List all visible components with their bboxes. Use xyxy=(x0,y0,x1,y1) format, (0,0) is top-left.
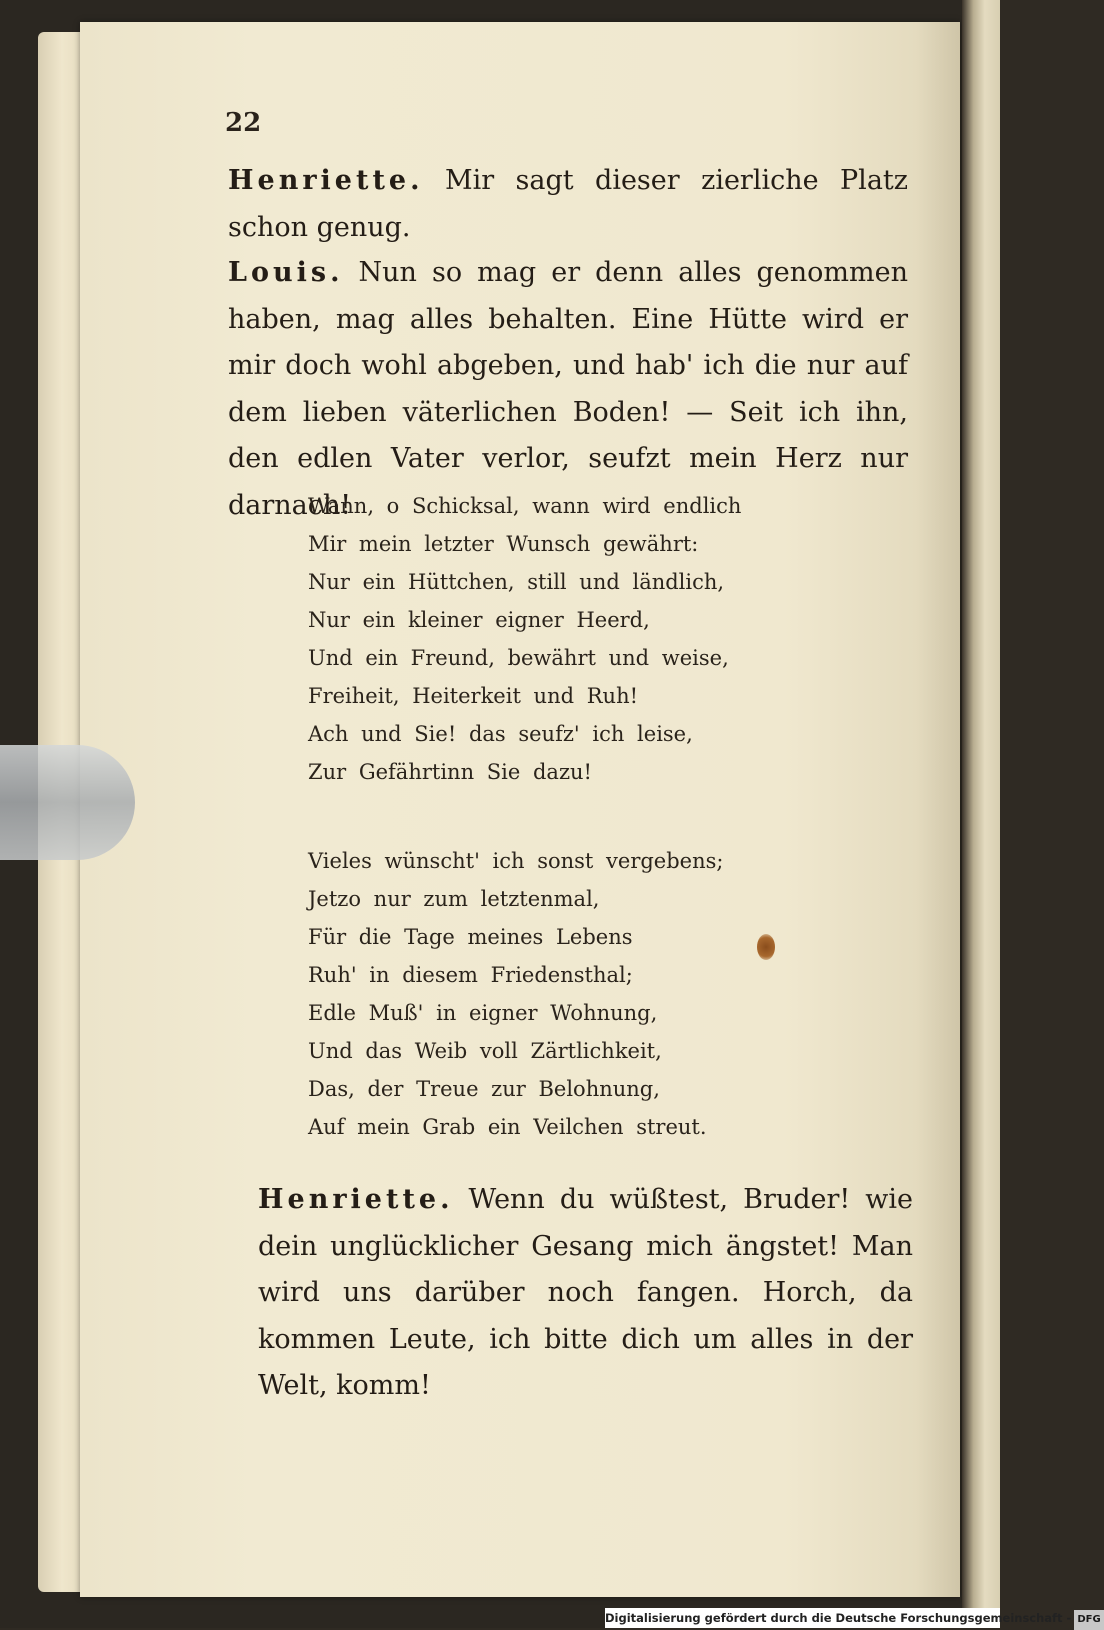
speaker-name: Louis. xyxy=(228,257,344,288)
verse-line: Nur ein kleiner eigner Heerd, xyxy=(308,608,650,632)
page-holder-clip xyxy=(0,745,135,860)
paragraph-text: Wenn du wüßtest, Bruder! wie dein unglücklicher Gesang mich ängstet! Man wird uns darüber noch fangen. Horch, da kommen Leute, ich bitte dich um alles in der Welt, komm! xyxy=(258,1184,913,1401)
verse-line: Ruh' in diesem Friedensthal; xyxy=(308,963,633,987)
page-number: 22 xyxy=(225,108,262,138)
verse-line: Zur Gefährtinn Sie dazu! xyxy=(308,760,592,784)
verse-line: Wann, o Schicksal, wann wird endlich xyxy=(308,494,742,518)
verse-line: Auf mein Grab ein Veilchen streut. xyxy=(308,1115,707,1139)
verse-line: Und ein Freund, bewährt und weise, xyxy=(308,646,729,670)
verse-line: Vieles wünscht' ich sonst vergebens; xyxy=(308,849,724,873)
verse-line: Mir mein letzter Wunsch gewährt: xyxy=(308,532,699,556)
verse-stanza-1 xyxy=(308,487,868,791)
speaker-name: Henriette. xyxy=(258,1184,454,1215)
verse-line: Und das Weib voll Zärtlichkeit, xyxy=(308,1039,662,1063)
facing-page-edge xyxy=(962,0,1000,1610)
digitization-credit xyxy=(605,1608,1101,1628)
verse-line: Für die Tage meines Lebens xyxy=(308,925,633,949)
credit-text: Digitalisierung gefördert durch die Deutsche Forschungsgemeinschaft - xyxy=(605,1611,1072,1625)
dfg-logo: DFG xyxy=(1074,1610,1103,1630)
verse-line: Jetzo nur zum letztenmal, xyxy=(308,887,600,911)
verse-line: Edle Muß' in eigner Wohnung, xyxy=(308,1001,658,1025)
verse-line: Nur ein Hüttchen, still und ländlich, xyxy=(308,570,725,594)
speaker-name: Henriette. xyxy=(228,165,424,196)
paragraph-text: Mir sagt dieser zierliche Platz schon genug. xyxy=(228,165,908,243)
paragraph-henriette-1 xyxy=(228,158,908,251)
verse-stanza-2 xyxy=(308,842,868,1146)
verse-line: Ach und Sie! das seufz' ich leise, xyxy=(308,722,693,746)
verse-line: Das, der Treue zur Belohnung, xyxy=(308,1077,660,1101)
paragraph-text: Nun so mag er denn alles genommen haben, mag alles behalten. Eine Hütte wird er mir doch wohl abgeben, und hab' ich die nur auf dem lieben väterlichen Boden! — Seit ich ihn, den edlen Vater verlor, seufzt mein Herz nur darnach! xyxy=(228,257,908,521)
verse-line: Freiheit, Heiterkeit und Ruh! xyxy=(308,684,639,708)
paragraph-henriette-2 xyxy=(258,1177,913,1410)
